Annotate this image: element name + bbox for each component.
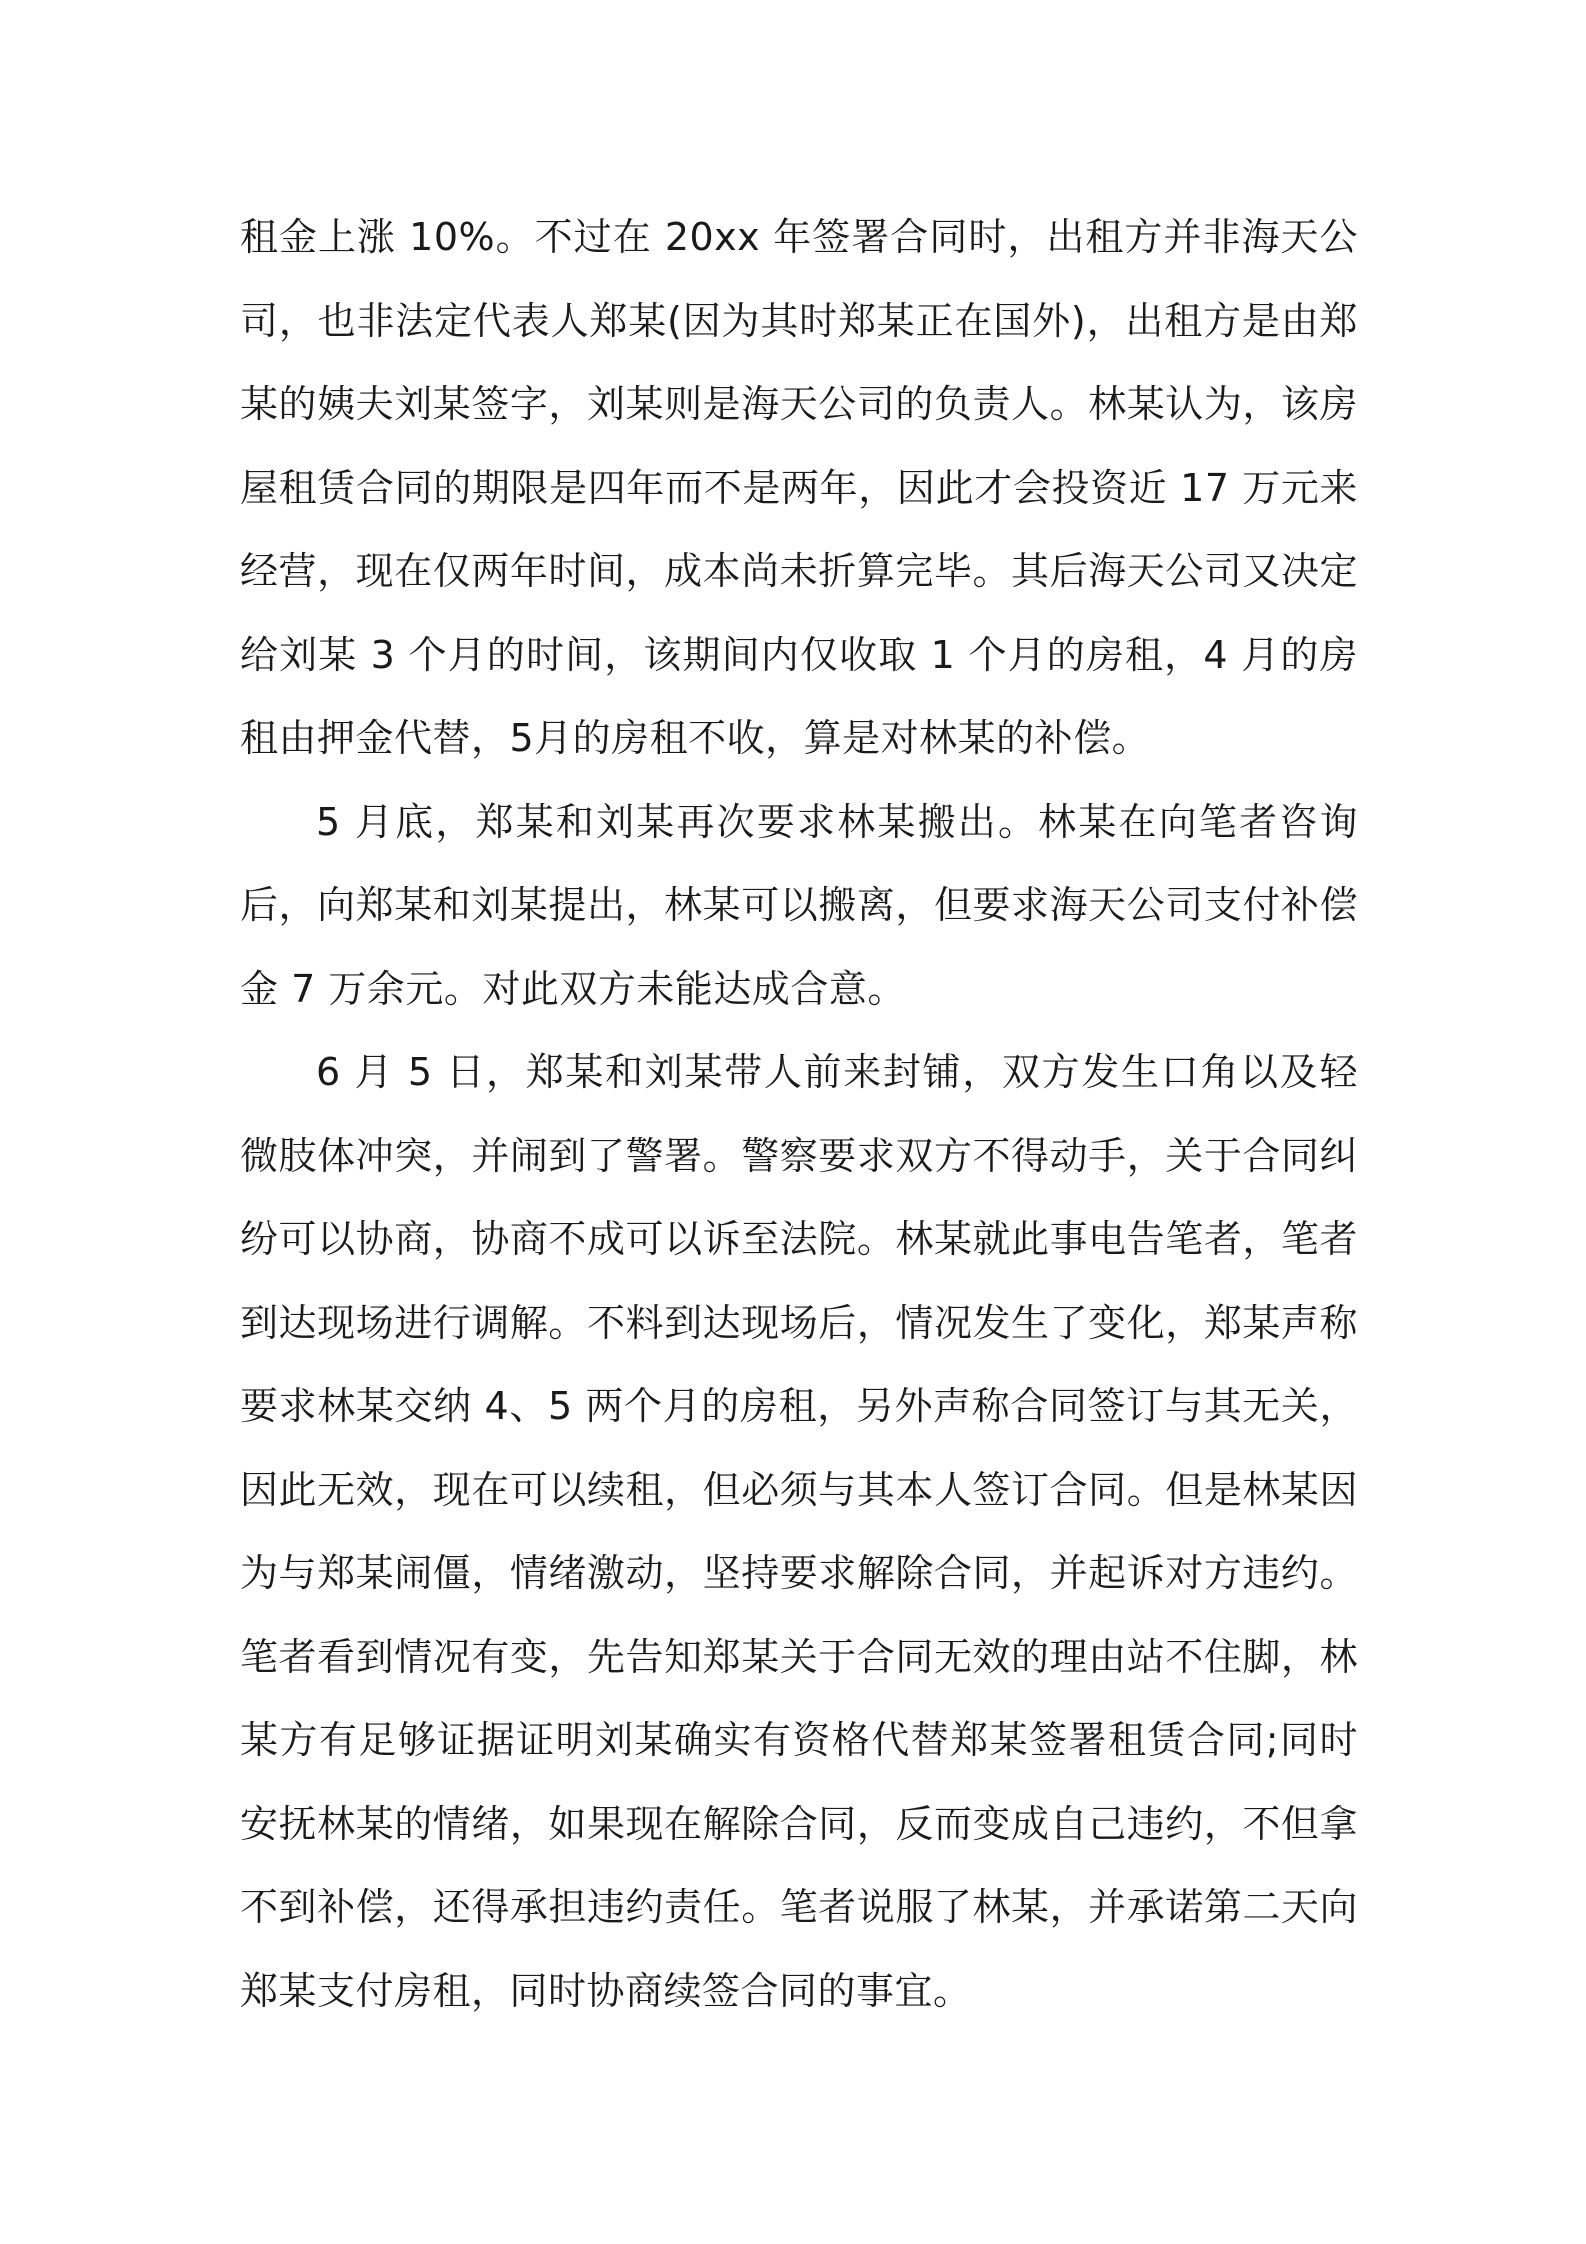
paragraph-3: 6 月 5 日，郑某和刘某带人前来封铺，双方发生口角以及轻微肢体冲突，并闹到了警署。警察要求双方不得动手，关于合同纠纷可以协商，协商不成可以诉至法院。林某就此事电告笔者，笔者到达现场进行调解。不料到达现场后，情况发生了变化，郑某声称要求林某交纳 4、5 两个月的房租，另外声称合同签订与其无关，因此无效，现在可以续租，但必须与其本人签订合同。但是林某因为与郑某闹僵，情绪激动，坚持要求解除合同，并起诉对方违约。笔者看到情况有变，先告知郑某关于合同无效的理由站不住脚，林某方有足够证据证明刘某确实有资格代替郑某签署租赁合同;同时安抚林某的情绪，如果现在解除合同，反而变成自己违约，不但拿不到补偿，还得承担违约责任。笔者说服了林某，并承诺第二天向郑某支付房租，同时协商续签合同的事宜。 <box>240 1050 1358 2013</box>
paragraph-2: 5 月底，郑某和刘某再次要求林某搬出。林某在向笔者咨询后，向郑某和刘某提出，林某可以搬离，但要求海天公司支付补偿金 7 万余元。对此双方未能达成合意。 <box>240 799 1358 1011</box>
paragraph-1: 租金上涨 10%。不过在 20xx 年签署合同时，出租方并非海天公司，也非法定代表人郑某(因为其时郑某正在国外)，出租方是由郑某的姨夫刘某签字，刘某则是海天公司的负责人。林某认为，该房屋租赁合同的期限是四年而不是两年，因此才会投资近 17 万元来经营，现在仅两年时间，成本尚未折算完毕。其后海天公司又决定给刘某 3 个月的时间，该期间内仅收取 1 个月的房租，4 月的房租由押金代替，5月的房租不收，算是对林某的补偿。 <box>240 215 1358 760</box>
document-body <box>240 196 1358 2033</box>
